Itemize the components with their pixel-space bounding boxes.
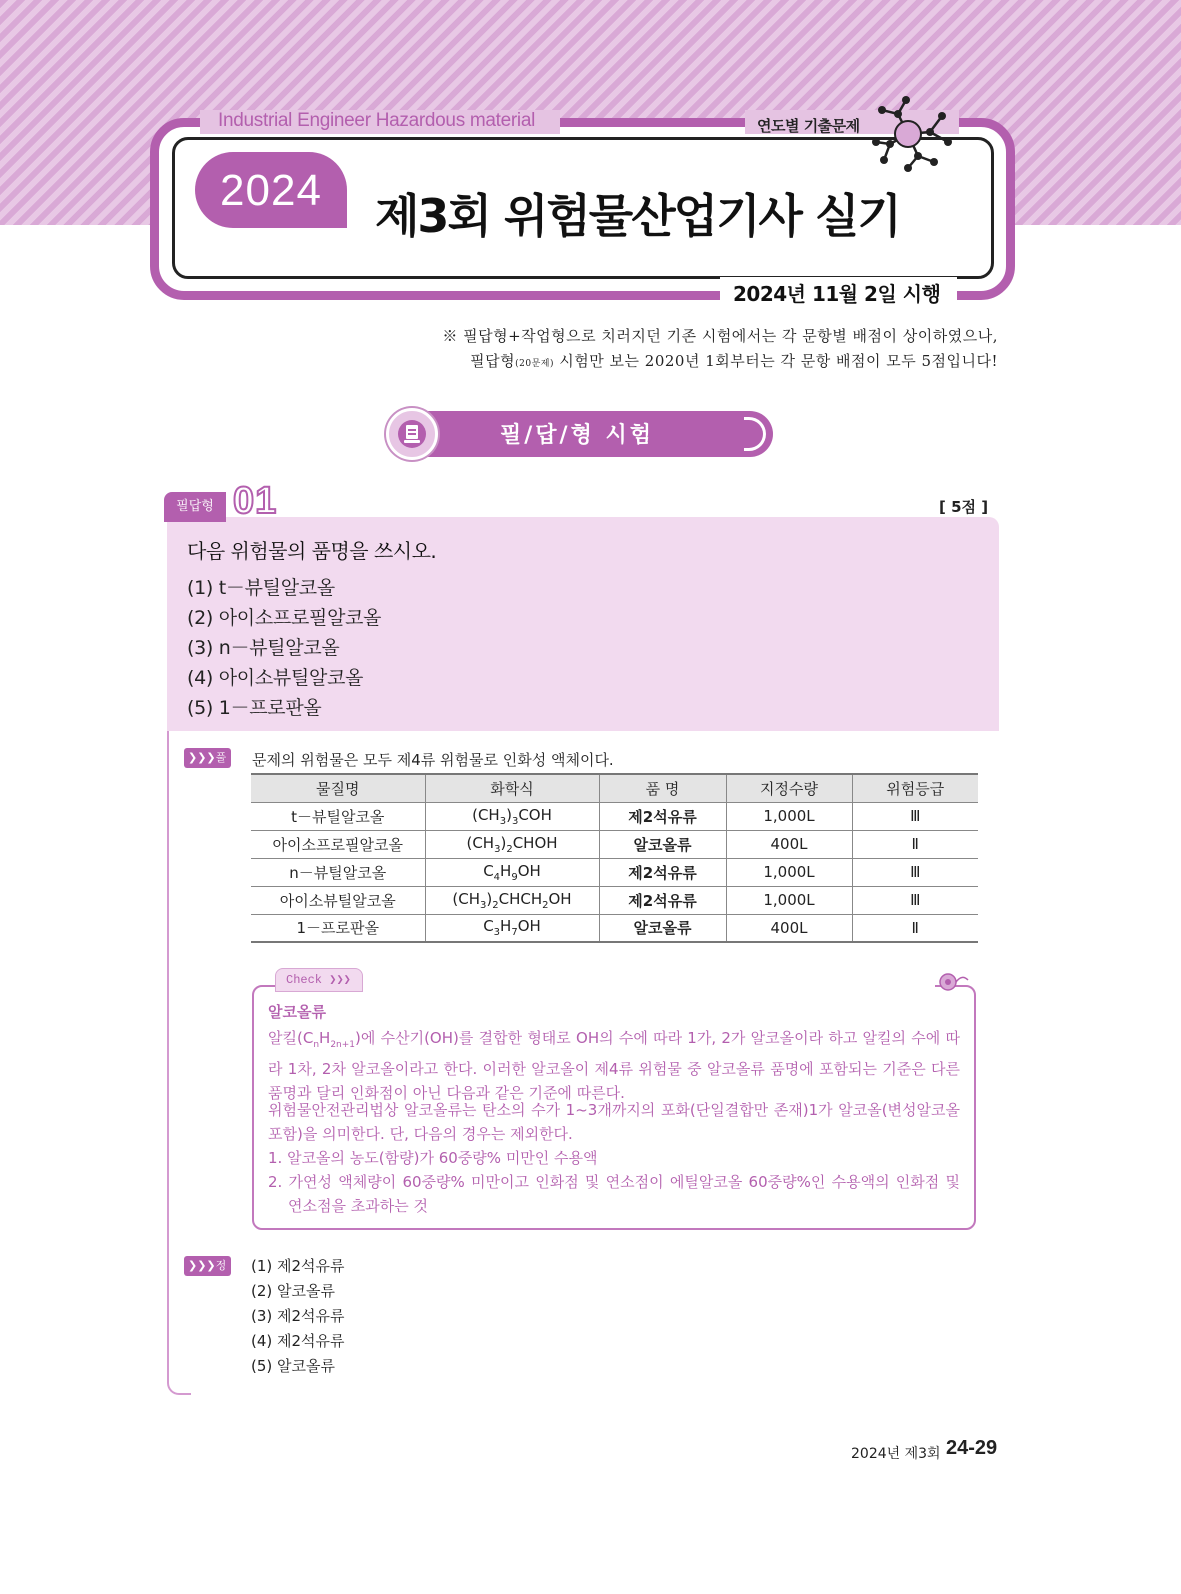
table-cell: Ⅱ <box>852 830 978 858</box>
answer-item: (3) 제2석유류 <box>251 1307 345 1325</box>
check-list-item: 2. 가연성 액체량이 60중량% 미만이고 인화점 및 연소점이 에틸알코올 60중량%인 수용액의 인화점 및 연소점을 초과하는 것 <box>268 1173 960 1215</box>
table-cell: 1－프로판올 <box>251 914 425 942</box>
korean-subtitle: 연도별 기출문제 <box>757 117 860 135</box>
explanation-intro: 문제의 위험물은 모두 제4류 위험물로 인화성 액체이다. <box>252 751 614 769</box>
table-cell: Ⅱ <box>852 914 978 942</box>
notice-line-2: 필답형(20문제) 시험만 보는 2020년 1회부터는 각 문항 배점이 모두 5점입니다! <box>470 352 998 370</box>
question-prompt: 다음 위험물의 품명을 쓰시오. <box>187 539 437 563</box>
table-row <box>251 802 978 830</box>
check-list-item: 1. 알코올의 농도(함량)가 60중량% 미만인 수용액 <box>268 1149 598 1167</box>
formula-cell: $(CH_3)_2CHOH$ <box>425 830 599 858</box>
page-number: 24-29 <box>946 1437 998 1459</box>
answer-item: (2) 알코올류 <box>251 1282 335 1300</box>
table-header-row <box>251 774 978 802</box>
check-box-gap <box>355 984 935 987</box>
footer-label: 2024년 제3회 <box>851 1446 941 1462</box>
answer-item: (1) 제2석유류 <box>251 1257 345 1275</box>
formula-cell: $(CH_3)_3COH$ <box>425 802 599 830</box>
answer-tag: ❯❯❯정답 <box>184 1256 231 1276</box>
table-cell: 1,000L <box>726 858 852 886</box>
table-header: 품 명 <box>599 774 726 802</box>
table-cell: n－뷰틸알코올 <box>251 858 425 886</box>
table-cell: 400L <box>726 914 852 942</box>
table-cell: 알코올류 <box>599 914 726 942</box>
table-cell: 제2석유류 <box>599 886 726 914</box>
question-number: 01 <box>233 480 278 522</box>
year-badge: 2024 <box>195 152 347 228</box>
table-row <box>251 914 978 942</box>
table-cell: 제2석유류 <box>599 858 726 886</box>
question-item: (2) 아이소프로필알코올 <box>187 607 382 629</box>
question-item: (5) 1－프로판올 <box>187 697 322 719</box>
substance-table <box>251 773 978 943</box>
table-header: 화학식 <box>425 774 599 802</box>
page-title: 제3회 위험물산업기사 실기 <box>375 189 900 243</box>
answer-item: (5) 알코올류 <box>251 1357 335 1375</box>
table-header: 물질명 <box>251 774 425 802</box>
question-item: (3) n－뷰틸알코올 <box>187 637 340 659</box>
check-tab: Check ❯❯❯ <box>275 968 363 992</box>
table-cell: 아이소뷰틸알코올 <box>251 886 425 914</box>
table-cell: 알코올류 <box>599 830 726 858</box>
check-paragraph-1: 알킬$(C_nH_{2n+1})$에 수산기(OH)를 결합한 형태로 OH의 수에 따라 1가, 2가 알코올이라 하고 알킬의 수에 따라 1차, 2차 알코올이라고 한다. 이러한 알코올이 제4류 위험물 중 알코올류 품명에 포함되는 기준은 다른 품명과 달리 인화점이 아닌 다음과 같은 기준에 따른다. <box>268 1029 960 1102</box>
answer-item: (4) 제2석유류 <box>251 1332 345 1350</box>
question-type-tag: 필답형 <box>164 492 226 522</box>
notice-line-1: ※ 필답형+작업형으로 치러지던 기존 시험에서는 각 문항별 배점이 상이하였으나, <box>442 327 998 345</box>
table-cell: Ⅲ <box>852 858 978 886</box>
table-row <box>251 886 978 914</box>
formula-cell: $(CH_3)_2CHCH_2OH$ <box>425 886 599 914</box>
table-cell: 400L <box>726 830 852 858</box>
pen-icon <box>398 420 426 448</box>
table-cell: 1,000L <box>726 802 852 830</box>
table-header: 위험등급 <box>852 774 978 802</box>
flower-icon <box>932 970 970 994</box>
table-cell: 1,000L <box>726 886 852 914</box>
table-cell: 아이소프로필알코올 <box>251 830 425 858</box>
table-cell: t－뷰틸알코올 <box>251 802 425 830</box>
english-title: Industrial Engineer Hazardous material <box>218 110 536 131</box>
molecule-icon <box>868 92 958 172</box>
table-cell: Ⅲ <box>852 802 978 830</box>
explanation-tag: ❯❯❯풀이 <box>184 748 231 768</box>
formula-cell: $C_3H_7OH$ <box>425 914 599 942</box>
table-header: 지정수량 <box>726 774 852 802</box>
question-item: (1) t－뷰틸알코올 <box>187 577 335 599</box>
table-cell: Ⅲ <box>852 886 978 914</box>
check-paragraph-2: 위험물안전관리법상 알코올류는 탄소의 수가 1~3개까지의 포화(단일결합만 존재)1가 알코올(변성알코올 포함)을 의미한다. 단, 다음의 경우는 제외한다. <box>268 1101 960 1143</box>
exam-date: 2024년 11월 2일 시행 <box>733 282 941 306</box>
check-title: 알코올류 <box>268 1003 326 1021</box>
table-row <box>251 858 978 886</box>
question-score: [ 5점 ] <box>939 498 989 516</box>
table-row <box>251 830 978 858</box>
formula-cell: $C_4H_9OH$ <box>425 858 599 886</box>
table-cell: 제2석유류 <box>599 802 726 830</box>
question-item: (4) 아이소뷰틸알코올 <box>187 667 364 689</box>
section-title: 필/답/형 시험 <box>500 423 654 448</box>
